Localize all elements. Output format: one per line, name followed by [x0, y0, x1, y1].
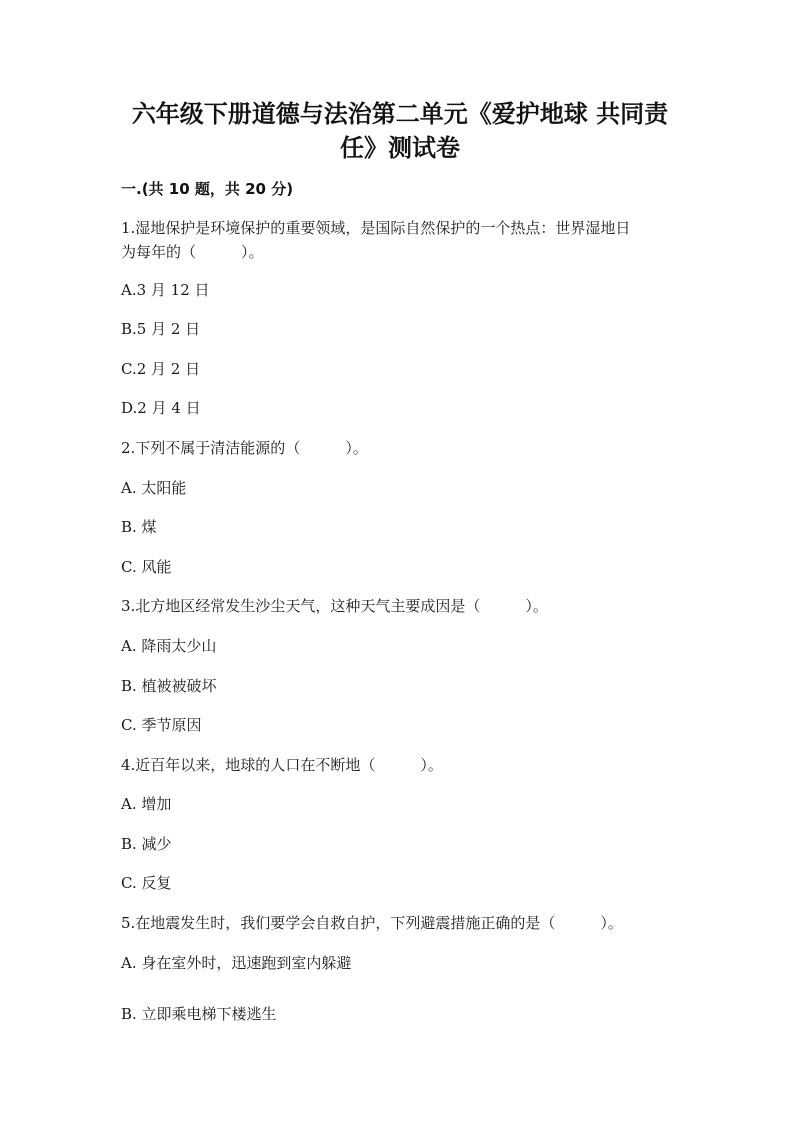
question-5-option-b: B. 立即乘电梯下楼逃生 [121, 1005, 277, 1023]
question-1-option-b: B.5 月 2 日 [121, 320, 201, 338]
question-3-option-a: A. 降雨太少山 [121, 637, 217, 655]
question-3-option-b: B. 植被被破坏 [121, 677, 217, 695]
question-1-option-a: A.3 月 12 日 [121, 281, 210, 299]
question-1-stem-line-1: 1.湿地保护是环境保护的重要领域，是国际自然保护的一个热点：世界湿地日 [121, 219, 631, 237]
question-1-stem-line-2: 为每年的（ ）。 [121, 243, 264, 261]
question-5-option-a: A. 身在室外时，迅速跑到室内躲避 [121, 954, 352, 972]
page-title-line-2: 任》测试卷 [340, 134, 460, 162]
question-1-option-d: D.2 月 4 日 [121, 399, 201, 417]
question-2-stem: 2.下列不属于清洁能源的（ ）。 [121, 439, 368, 457]
question-4-stem: 4.近百年以来，地球的人口在不断地（ ）。 [121, 756, 443, 774]
section-heading: 一.(共 10 题，共 20 分) [121, 180, 294, 198]
question-2-option-a: A. 太阳能 [121, 479, 187, 497]
question-4-option-a: A. 增加 [121, 795, 172, 813]
question-5-stem: 5.在地震发生时，我们要学会自救自护，下列避震措施正确的是（ ）。 [121, 914, 623, 932]
question-3-option-c: C. 季节原因 [121, 716, 202, 734]
question-2-option-b: B. 煤 [121, 518, 157, 536]
question-1-option-c: C.2 月 2 日 [121, 360, 201, 378]
question-4-option-b: B. 减少 [121, 835, 172, 853]
question-4-option-c: C. 反复 [121, 874, 172, 892]
question-3-stem: 3.北方地区经常发生沙尘天气，这种天气主要成因是（ ）。 [121, 597, 548, 615]
question-2-option-c: C. 风能 [121, 558, 172, 576]
page-title-line-1: 六年级下册道德与法治第二单元《爱护地球 共同责 [131, 100, 669, 128]
